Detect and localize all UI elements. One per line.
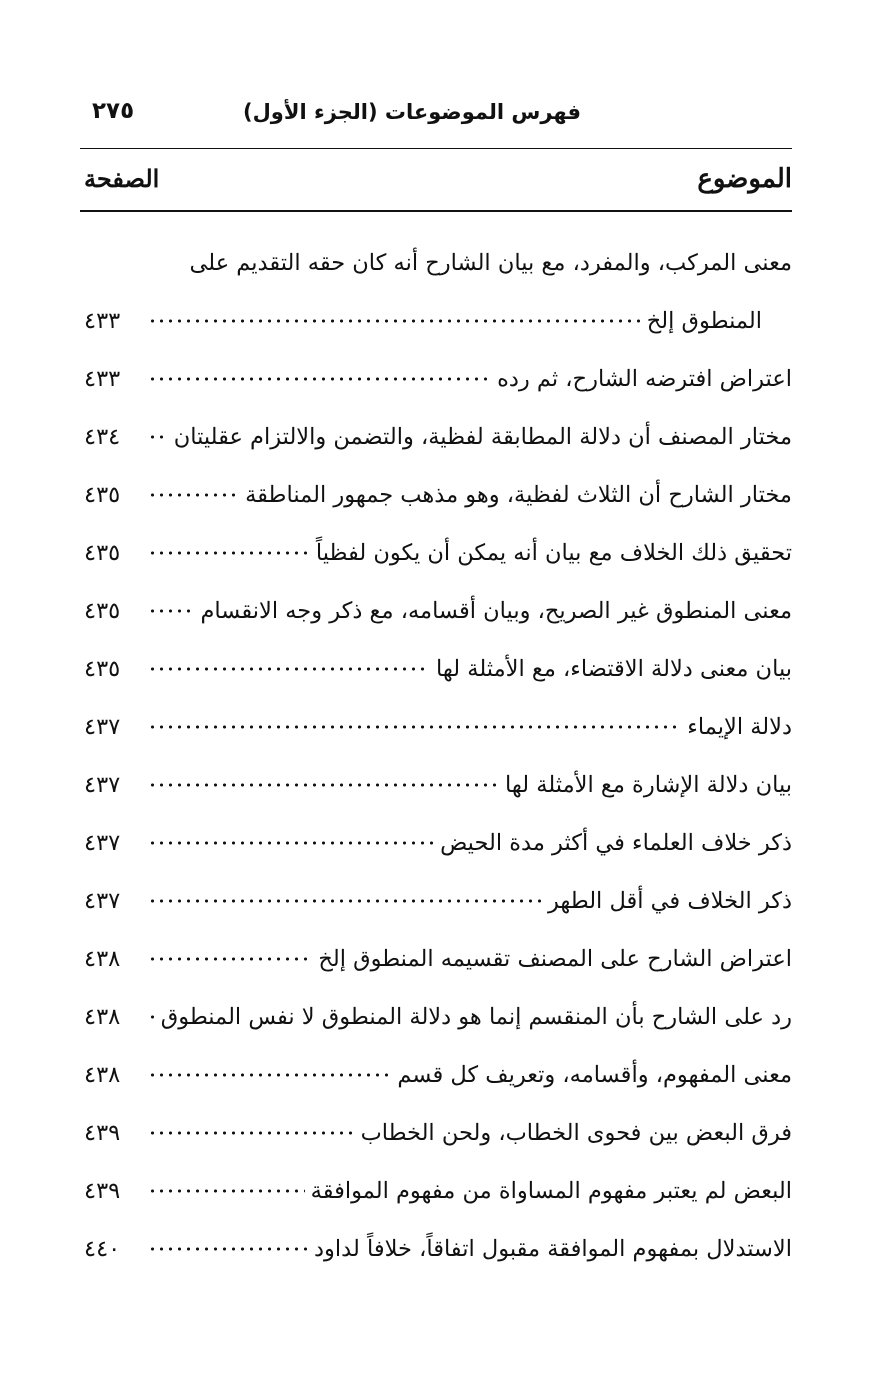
toc-entry-topic: المنطوق إلخ (646, 308, 762, 334)
toc-entry-topic: معنى المركب، والمفرد، مع بيان الشارح أنه كان حقه التقديم على (189, 250, 792, 276)
toc-entry-topic: اعتراض افترضه الشارح، ثم رده (497, 366, 792, 392)
toc-entry-topic: مختار المصنف أن دلالة المطابقة لفظية، والتضمن والالتزام عقليتان (173, 424, 792, 450)
page-column-heading: الصفحة (84, 164, 160, 193)
dot-leader (148, 487, 239, 503)
toc-entry (84, 698, 792, 756)
toc-entry-page: ٤٣٥ (84, 540, 121, 566)
topic-column-heading: الموضوع (697, 164, 792, 194)
toc-entry-page: ٤٣٩ (84, 1178, 121, 1204)
toc-entry-topic: تحقيق ذلك الخلاف مع بيان أنه يمكن أن يكون لفظياً (315, 540, 792, 566)
dot-leader (148, 835, 434, 851)
dot-leader (148, 951, 312, 967)
toc-entry-page: ٤٣٧ (84, 830, 121, 856)
dot-leader (148, 1125, 355, 1141)
column-headers (80, 164, 792, 208)
toc-entry-page: ٤٤٠ (84, 1236, 121, 1262)
toc-entry-page: ٤٣٨ (84, 946, 121, 972)
toc-entry-page: ٤٣٧ (84, 714, 121, 740)
toc-entry (84, 524, 792, 582)
running-title: فهرس الموضوعات (الجزء الأول) (242, 100, 581, 124)
dot-leader (148, 545, 310, 561)
dot-leader (148, 1009, 155, 1025)
toc-entry-page: ٤٣٤ (84, 424, 121, 450)
toc-entry (84, 582, 792, 640)
header-rule (80, 148, 792, 149)
toc-entry-page: ٤٣٨ (84, 1062, 121, 1088)
toc-entry-page: ٤٣٥ (84, 598, 121, 624)
toc-entry-page: ٤٣٣ (84, 308, 121, 334)
table-of-contents (84, 234, 792, 1278)
toc-entry-page: ٤٣٧ (84, 772, 121, 798)
toc-entry (84, 988, 792, 1046)
toc-entry (84, 350, 792, 408)
page-number: ٢٧٥ (92, 98, 135, 124)
toc-entry-topic: البعض لم يعتبر مفهوم المساواة من مفهوم الموافقة (310, 1178, 792, 1204)
toc-entry (84, 872, 792, 930)
toc-entry-topic: الاستدلال بمفهوم الموافقة مقبول اتفاقاً، خلافاً لداود (314, 1236, 792, 1262)
toc-entry-topic: مختار الشارح أن الثلاث لفظية، وهو مذهب جمهور المناطقة (245, 482, 792, 508)
toc-entry (84, 1162, 792, 1220)
toc-entry-topic: رد على الشارح بأن المنقسم إنما هو دلالة المنطوق لا نفس المنطوق (160, 1004, 792, 1030)
toc-entry-page: ٤٣٥ (84, 482, 121, 508)
toc-entry (84, 234, 792, 292)
dot-leader (148, 429, 168, 445)
toc-entry (84, 814, 792, 872)
dot-leader (148, 1067, 391, 1083)
dot-leader (148, 893, 542, 909)
dot-leader (148, 719, 681, 735)
toc-entry-page: ٤٣٨ (84, 1004, 121, 1030)
dot-leader (148, 1241, 308, 1257)
toc-entry (84, 292, 792, 350)
toc-entry-topic: فرق البعض بين فحوى الخطاب، ولحن الخطاب (360, 1120, 792, 1146)
toc-entry (84, 466, 792, 524)
dot-leader (148, 371, 491, 387)
toc-entry (84, 930, 792, 988)
dot-leader (148, 1183, 305, 1199)
dot-leader (148, 777, 499, 793)
toc-entry-page: ٤٣٥ (84, 656, 121, 682)
toc-entry (84, 640, 792, 698)
toc-entry-topic: بيان دلالة الإشارة مع الأمثلة لها (505, 772, 792, 798)
toc-entry-topic: معنى المفهوم، وأقسامه، وتعريف كل قسم (397, 1062, 792, 1088)
toc-entry (84, 1046, 792, 1104)
toc-entry (84, 1220, 792, 1278)
toc-entry-page: ٤٣٩ (84, 1120, 121, 1146)
toc-entry-topic: ذكر خلاف العلماء في أكثر مدة الحيض (440, 830, 792, 856)
dot-leader (148, 661, 430, 677)
toc-entry (84, 408, 792, 466)
toc-entry-topic: بيان معنى دلالة الاقتضاء، مع الأمثلة لها (436, 656, 792, 682)
toc-entry-topic: ذكر الخلاف في أقل الطهر (547, 888, 792, 914)
toc-entry-topic: اعتراض الشارح على المصنف تقسيمه المنطوق إلخ (318, 946, 792, 972)
toc-entry-topic: دلالة الإيماء (687, 714, 792, 740)
column-headers-rule (80, 210, 792, 212)
toc-entry (84, 756, 792, 814)
dot-leader (148, 603, 194, 619)
toc-entry-page: ٤٣٧ (84, 888, 121, 914)
toc-entry-page: ٤٣٣ (84, 366, 121, 392)
toc-entry-topic: معنى المنطوق غير الصريح، وبيان أقسامه، مع ذكر وجه الانقسام (200, 598, 792, 624)
running-header (80, 96, 793, 136)
toc-entry (84, 1104, 792, 1162)
dot-leader (148, 313, 641, 329)
